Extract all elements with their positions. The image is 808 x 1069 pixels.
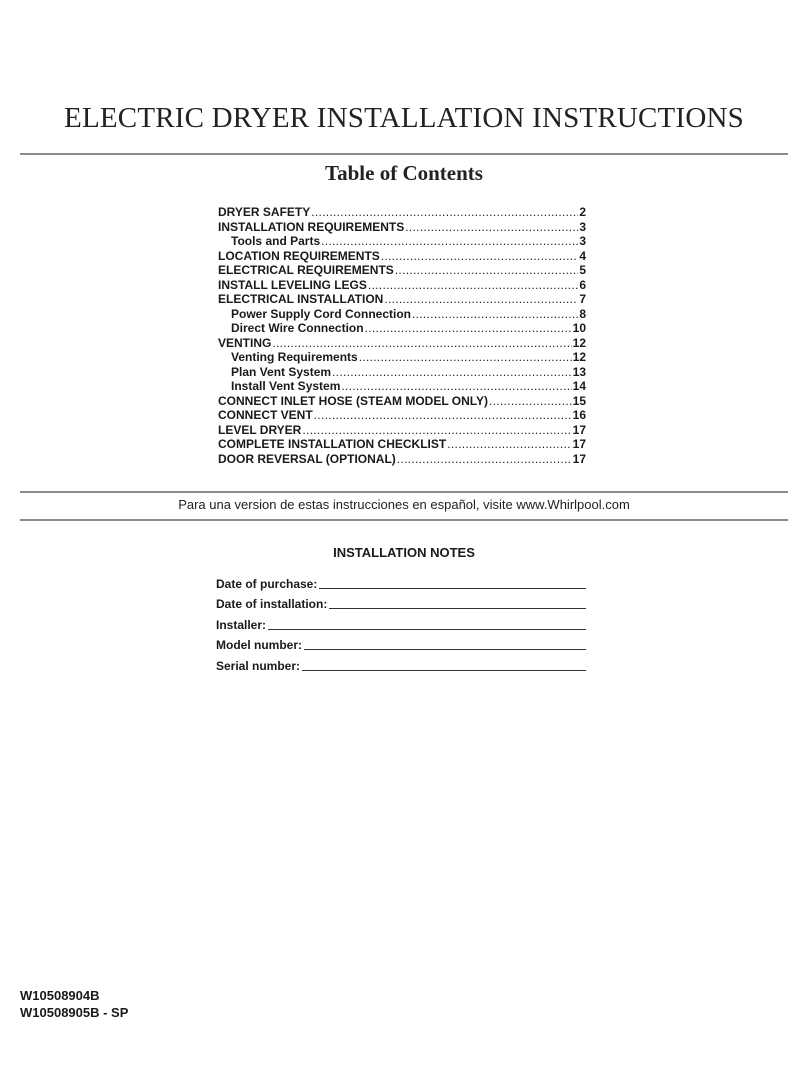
toc-entry-label: ELECTRICAL INSTALLATION bbox=[218, 292, 384, 306]
toc-leader-dots bbox=[321, 234, 578, 249]
toc-entry-label: INSTALLATION REQUIREMENTS bbox=[218, 219, 405, 234]
toc-entry-page: 3 bbox=[579, 234, 586, 248]
toc-entry-page: 8 bbox=[579, 306, 586, 321]
spanish-version-note: Para una version de estas instrucciones en español, visite www.Whirlpool.com bbox=[178, 497, 630, 512]
toc-leader-dots bbox=[311, 205, 578, 220]
installation-note-field bbox=[216, 591, 586, 612]
toc-entry bbox=[218, 234, 586, 249]
doc-code-spanish: W10508905B - SP bbox=[20, 1005, 129, 1020]
document-codes bbox=[20, 987, 128, 1021]
toc-entry bbox=[218, 379, 586, 394]
toc-entry-page: 17 bbox=[572, 422, 586, 437]
toc-entry bbox=[218, 350, 586, 365]
toc-entry-page: 4 bbox=[579, 248, 586, 263]
toc-entry-page: 12 bbox=[572, 350, 586, 364]
toc-heading: Table of Contents bbox=[325, 161, 483, 185]
installation-note-label: Installer: bbox=[216, 617, 267, 632]
toc-entry-label: CONNECT VENT bbox=[218, 408, 313, 422]
toc-entry-label: LOCATION REQUIREMENTS bbox=[218, 248, 380, 263]
toc-entry bbox=[218, 205, 586, 220]
toc-leader-dots bbox=[381, 249, 579, 264]
toc-entry-label: DRYER SAFETY bbox=[218, 205, 311, 219]
toc-entry bbox=[218, 394, 586, 409]
toc-entry-page: 5 bbox=[579, 263, 586, 277]
toc-entry-page: 2 bbox=[579, 205, 586, 219]
toc-entry-page: 6 bbox=[579, 277, 586, 292]
installation-note-field bbox=[216, 632, 586, 653]
toc-entry-label: DOOR REVERSAL (OPTIONAL) bbox=[218, 451, 396, 466]
installation-note-blank-line bbox=[268, 618, 586, 630]
toc-entry-label: Power Supply Cord Connection bbox=[231, 306, 412, 321]
toc-entry bbox=[218, 220, 586, 235]
toc-entry-label: ELECTRICAL REQUIREMENTS bbox=[218, 263, 394, 277]
toc-entry bbox=[218, 423, 586, 438]
toc-leader-dots bbox=[368, 278, 578, 293]
table-of-contents bbox=[218, 205, 586, 466]
toc-leader-dots bbox=[405, 220, 578, 235]
installation-note-blank-line bbox=[302, 659, 586, 671]
installation-note-field bbox=[216, 652, 586, 673]
toc-leader-dots bbox=[314, 408, 572, 423]
installation-note-label: Model number: bbox=[216, 638, 302, 652]
installation-notes-heading: INSTALLATION NOTES bbox=[333, 545, 475, 560]
installation-notes-form bbox=[216, 570, 586, 673]
installation-note-label: Serial number: bbox=[216, 658, 301, 673]
toc-leader-dots bbox=[397, 452, 572, 467]
doc-code-primary: W10508904B bbox=[20, 988, 100, 1003]
toc-leader-dots bbox=[395, 263, 579, 278]
toc-entry-label: Plan Vent System bbox=[231, 364, 332, 379]
toc-entry-page: 17 bbox=[572, 451, 586, 466]
toc-entry bbox=[218, 263, 586, 278]
installation-note-blank-line bbox=[304, 638, 586, 650]
toc-entry-page: 12 bbox=[572, 335, 586, 350]
toc-entry bbox=[218, 437, 586, 452]
installation-note-field bbox=[216, 611, 586, 632]
toc-entry-label: COMPLETE INSTALLATION CHECKLIST bbox=[218, 437, 447, 451]
toc-entry-label: Venting Requirements bbox=[231, 350, 358, 364]
toc-entry bbox=[218, 321, 586, 336]
toc-leader-dots bbox=[384, 292, 578, 307]
toc-entry bbox=[218, 249, 586, 264]
toc-entry-label: INSTALL LEVELING LEGS bbox=[218, 277, 367, 292]
toc-entry-label: Install Vent System bbox=[231, 379, 341, 393]
toc-leader-dots bbox=[365, 321, 572, 336]
toc-entry-page: 14 bbox=[572, 379, 586, 393]
top-divider bbox=[20, 153, 788, 155]
toc-entry-page: 15 bbox=[572, 393, 586, 408]
toc-entry-page: 7 bbox=[579, 292, 586, 306]
installation-note-blank-line bbox=[319, 577, 586, 589]
toc-entry-label: LEVEL DRYER bbox=[218, 422, 302, 437]
toc-entry-page: 17 bbox=[572, 437, 586, 451]
toc-entry-label: VENTING bbox=[218, 335, 272, 350]
installation-note-label: Date of purchase: bbox=[216, 576, 318, 591]
toc-entry-page: 16 bbox=[572, 408, 586, 422]
toc-leader-dots bbox=[447, 437, 571, 452]
installation-note-blank-line bbox=[329, 597, 586, 609]
toc-entry-page: 13 bbox=[572, 364, 586, 379]
toc-entry-page: 3 bbox=[579, 219, 586, 234]
toc-entry bbox=[218, 278, 586, 293]
toc-entry-label: CONNECT INLET HOSE (STEAM MODEL ONLY) bbox=[218, 393, 489, 408]
toc-leader-dots bbox=[412, 307, 578, 322]
toc-entry bbox=[218, 452, 586, 467]
divider-below-spanish-note bbox=[20, 519, 788, 521]
document-title: ELECTRIC DRYER INSTALLATION INSTRUCTIONS bbox=[64, 102, 744, 134]
toc-leader-dots bbox=[489, 394, 572, 409]
toc-entry bbox=[218, 292, 586, 307]
toc-entry bbox=[218, 408, 586, 423]
toc-leader-dots bbox=[332, 365, 572, 380]
toc-entry-label: Direct Wire Connection bbox=[231, 321, 364, 335]
toc-entry bbox=[218, 307, 586, 322]
toc-entry-label: Tools and Parts bbox=[231, 234, 321, 248]
toc-leader-dots bbox=[272, 336, 571, 351]
installation-note-label: Date of installation: bbox=[216, 597, 328, 611]
toc-leader-dots bbox=[359, 350, 572, 365]
toc-entry bbox=[218, 365, 586, 380]
toc-entry bbox=[218, 336, 586, 351]
toc-entry-page: 10 bbox=[572, 321, 586, 335]
toc-leader-dots bbox=[341, 379, 571, 394]
toc-leader-dots bbox=[302, 423, 571, 438]
installation-note-field bbox=[216, 570, 586, 591]
divider-above-spanish-note bbox=[20, 491, 788, 493]
